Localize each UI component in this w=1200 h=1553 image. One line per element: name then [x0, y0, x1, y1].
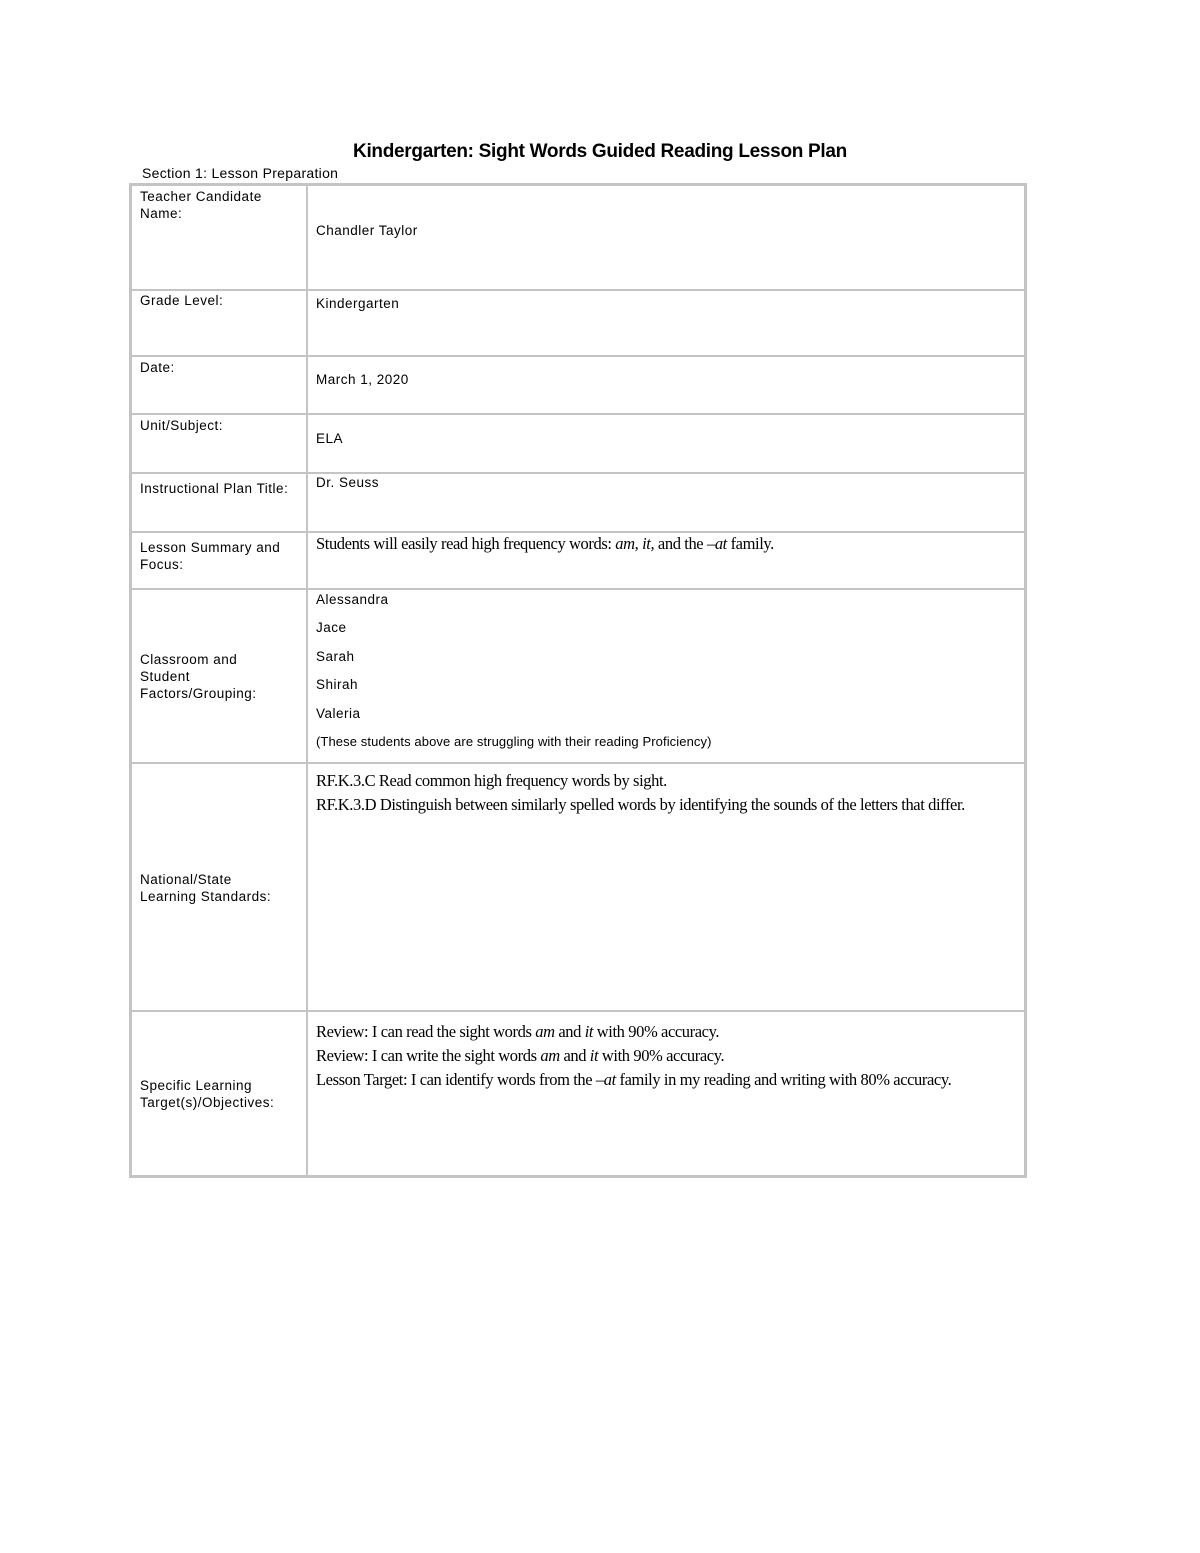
summary-text-before: Students will easily read high frequency words: — [316, 533, 616, 553]
objective-word: am — [535, 1021, 555, 1041]
summary-family: –at — [706, 533, 727, 553]
section-label: Section 1: Lesson Preparation — [142, 165, 339, 181]
standards-value-cell — [307, 763, 1026, 1011]
student-item: Alessandra — [316, 591, 389, 607]
grade-value-cell — [307, 290, 1026, 356]
objective-text: Review: I can write the sight words — [316, 1045, 541, 1065]
table-row-standards — [131, 763, 1026, 1011]
table-row-unit — [131, 414, 1026, 473]
document-title: Kindergarten: Sight Words Guided Reading Lesson Plan — [353, 141, 847, 162]
table-row-classroom — [131, 589, 1026, 763]
summary-text — [316, 533, 1016, 554]
table-row-date — [131, 356, 1026, 414]
student-item: Shirah — [316, 677, 359, 692]
objective-text: with 90% accuracy. — [593, 1021, 720, 1041]
standards-label: National/State Learning Standards: — [140, 871, 272, 904]
teacher-label: Teacher Candidate Name: — [131, 185, 308, 290]
summary-label-cell — [131, 532, 308, 589]
objective-text: with 90% accuracy. — [598, 1045, 725, 1065]
student-item: Sarah — [316, 648, 355, 664]
objective-text: family in my reading and writing with 80% accuracy. — [615, 1069, 952, 1089]
table-row-objectives — [131, 1011, 1026, 1177]
standards-label-cell — [131, 763, 308, 1011]
unit-label: Unit/Subject: — [131, 414, 308, 473]
objective-word: am — [540, 1045, 560, 1065]
plan-title-value: Dr. Seuss — [316, 474, 380, 490]
objective-text: Lesson Target: I can identify words from the — [316, 1069, 596, 1089]
table-row-plan-title — [131, 473, 1026, 532]
grade-value: Kindergarten — [316, 295, 400, 311]
student-item: Valeria — [316, 705, 361, 721]
lesson-plan-table — [129, 183, 1027, 1178]
plan-title-label: Instructional Plan Title: — [140, 480, 289, 496]
objectives-list — [316, 1012, 1016, 1090]
summary-text-middle: and the — [654, 533, 707, 553]
summary-label: Lesson Summary and Focus: — [140, 539, 281, 572]
unit-value: ELA — [316, 430, 344, 446]
date-label: Date: — [131, 356, 308, 414]
objective-word: it — [589, 1045, 599, 1065]
teacher-name: Chandler Taylor — [316, 223, 418, 238]
date-value: March 1, 2020 — [316, 371, 409, 387]
objective-lesson-target — [316, 1070, 1016, 1090]
table-row-summary — [131, 532, 1026, 589]
summary-word-it: it, — [642, 533, 655, 553]
objectives-label-cell — [131, 1011, 308, 1177]
plan-title-value-cell — [307, 473, 1026, 532]
summary-word-am: am, — [615, 533, 639, 553]
objective-text: and — [559, 1045, 590, 1065]
classroom-label: Classroom and Student Factors/Grouping: — [140, 652, 257, 701]
objective-review-read — [316, 1022, 1016, 1042]
date-value-cell — [307, 356, 1026, 414]
objective-word: –at — [595, 1069, 616, 1089]
summary-value-cell — [307, 532, 1026, 589]
plan-title-label-cell — [131, 473, 308, 532]
students-note: (These students above are struggling with their reading Proficiency) — [316, 734, 712, 749]
student-list — [316, 586, 1016, 757]
grade-label-text: Grade Level: — [140, 292, 224, 308]
objectives-value-cell — [307, 1011, 1026, 1177]
objective-text: Review: I can read the sight words — [316, 1021, 536, 1041]
table-row-grade — [131, 290, 1026, 356]
standards-list — [316, 764, 1016, 815]
objectives-label: Specific Learning Target(s)/Objectives: — [140, 1078, 275, 1111]
student-item: Jace — [316, 620, 347, 635]
unit-value-cell — [307, 414, 1026, 473]
summary-text-after: family. — [726, 533, 774, 553]
objective-text: and — [554, 1021, 585, 1041]
objective-review-write — [316, 1046, 1016, 1066]
standard-item: RF.K.3.D Distinguish between similarly spelled words by identifying the sounds of the letters that differ. — [316, 794, 965, 814]
classroom-label-cell — [131, 589, 308, 763]
classroom-value-cell — [307, 589, 1026, 763]
grade-label — [131, 290, 308, 356]
table-row-teacher — [131, 185, 1026, 290]
teacher-value-cell — [307, 185, 1026, 290]
standard-item: RF.K.3.C Read common high frequency words by sight. — [316, 770, 667, 790]
objective-word: it — [584, 1021, 594, 1041]
